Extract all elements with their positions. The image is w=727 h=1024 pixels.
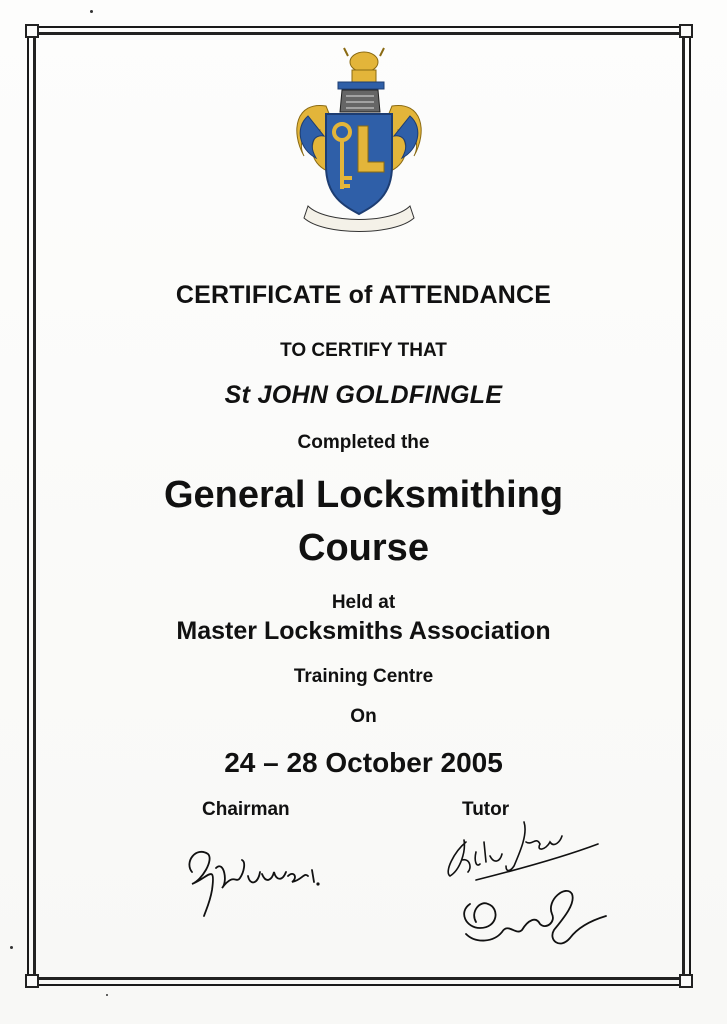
tutor-label: Tutor [462,799,510,820]
corner-ornament [25,24,39,38]
corner-ornament [679,24,693,38]
paper-speck [90,10,93,13]
paper-speck [106,994,108,996]
course-dates: 24 – 28 October 2005 [224,747,503,778]
course-title-line1: General Locksmithing [163,474,564,516]
completed-line: Completed the [297,432,430,453]
on-line: On [350,706,377,727]
recipient-name: St JOHN GOLDFINGLE [224,381,503,409]
coat-of-arms-crest [286,46,432,236]
organisation-name: Master Locksmiths Association [176,617,551,645]
venue-name: Training Centre [293,666,434,687]
certificate-title: CERTIFICATE of ATTENDANCE [175,281,552,309]
held-at-line: Held at [331,592,396,613]
tutor-signature [436,812,616,962]
corner-ornament [25,974,39,988]
chairman-signature [178,832,328,922]
chairman-label: Chairman [202,799,290,820]
corner-ornament [679,974,693,988]
certify-line: TO CERTIFY THAT [280,340,447,361]
paper-speck [10,946,13,949]
course-title-line2: Course [298,527,429,569]
